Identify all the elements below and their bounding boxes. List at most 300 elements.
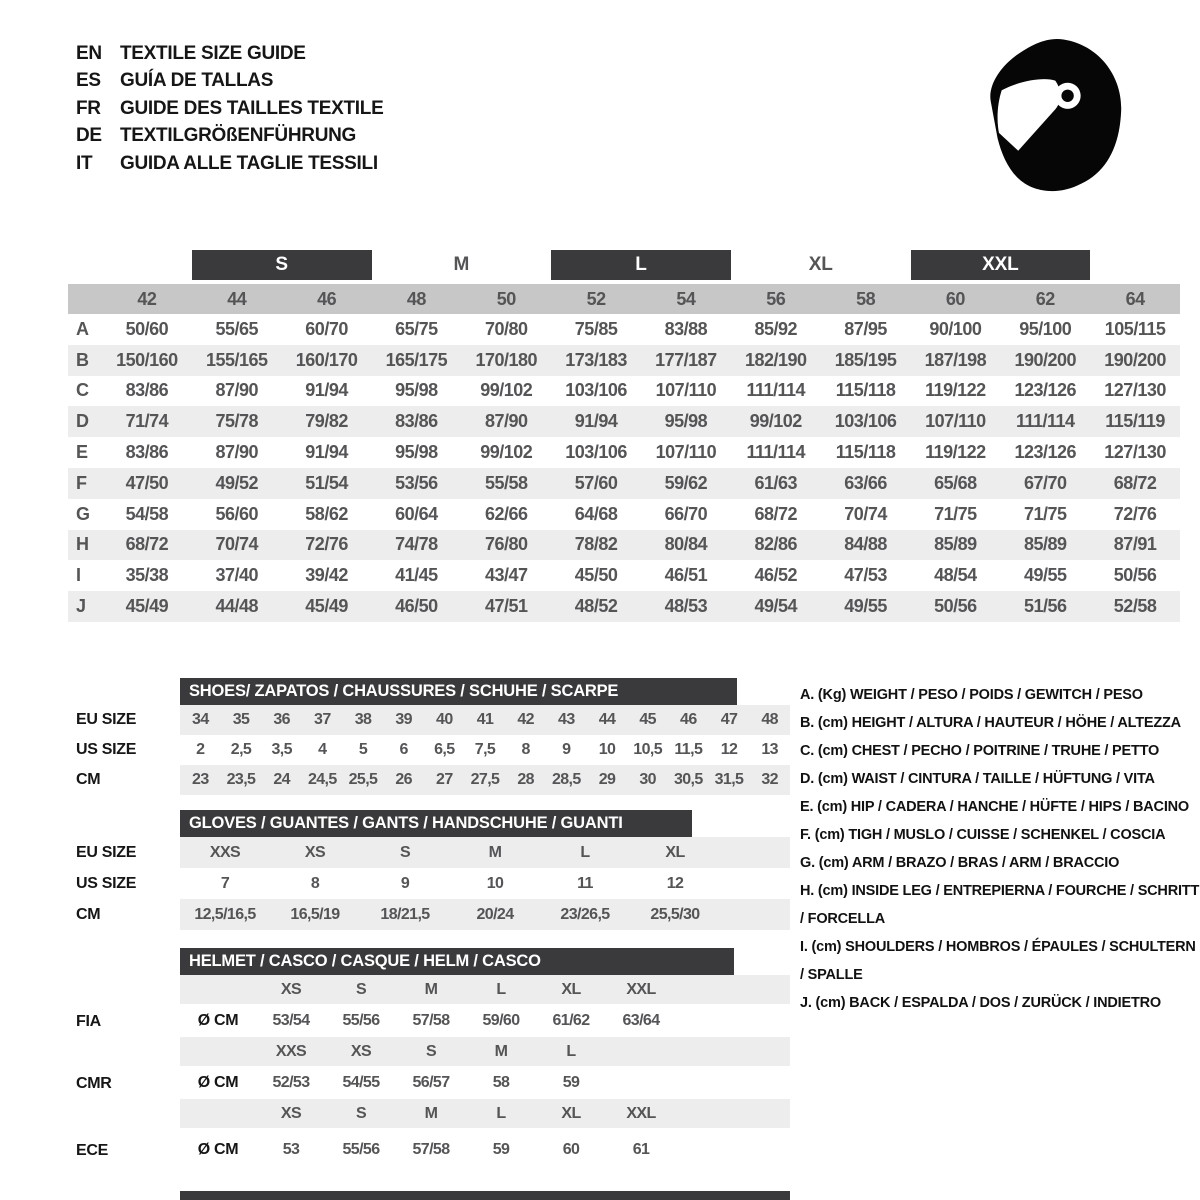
value-cell: 155/165 [205,349,268,370]
value-cell: 20/24 [476,905,514,923]
helmet-ece-sizes-row [68,1099,790,1130]
value-cell: 12,5/16,5 [194,905,256,923]
value-cell: 54/58 [125,503,169,524]
value-cell: 25,5 [348,771,378,788]
value-cell: 170/180 [475,349,538,370]
value-cell: XS [280,1104,302,1122]
value-cell: 58/62 [305,503,348,524]
value-cell: 50/56 [1113,565,1157,586]
lang-title: GUIDA ALLE TAGLIE TESSILI [120,152,378,174]
value-cell: 123/126 [1014,442,1077,463]
shoes-us-row [68,735,790,765]
value-cell: 80/84 [664,534,708,555]
helmet-title-bar: HELMET / CASCO / CASQUE / HELM / CASCO [180,948,734,975]
value-cell: 115/118 [835,442,896,463]
value-cell: 46 [317,288,337,309]
value-cell: 48 [761,711,778,728]
value-cell: 49/54 [754,596,798,617]
shoes-eu-values [180,705,790,735]
value-cell: 41 [476,711,494,728]
numeric-size-row [68,284,1180,314]
value-cell: 27 [436,771,453,788]
value-cell: 78/82 [574,534,618,555]
gloves-us-row [68,868,790,899]
value-cell: 59 [562,1073,580,1091]
value-cell: 58 [492,1073,510,1091]
value-cell: 29 [598,771,616,788]
gloves-us-label: US SIZE [76,874,137,892]
diameter-cm-unit: Ø CM [197,1140,239,1158]
value-cell: 13 [761,741,778,758]
value-cell: 91/94 [305,380,348,401]
value-cell: 185/195 [834,349,897,370]
value-cell: 50/56 [934,596,977,617]
lang-code: IT [76,152,93,174]
legend-item-c: C. (cm) CHEST / PECHO / POITRINE / TRUHE / PETTO [800,743,1160,759]
value-cell: 4 [318,741,327,758]
value-cell: 85/89 [934,534,977,555]
value-cell: 7 [220,874,230,892]
value-cell: XXS [209,843,241,861]
value-cell: M [494,1042,508,1060]
helmet-fia-values-row [68,1006,790,1037]
value-cell: 9 [562,741,571,758]
shoes-eu-label: EU SIZE [76,711,137,728]
legend-item-h: H. (cm) INSIDE LEG / ENTREPIERNA / FOURCHE / SCHRITT / FORCELLA [800,883,1200,927]
helmet-cmr-sizes-row [68,1037,790,1068]
value-cell: 41/45 [395,565,438,586]
value-cell: 72/76 [305,534,348,555]
shoes-us-values [180,735,790,765]
value-cell: 46/52 [754,565,798,586]
value-cell: S [399,843,411,861]
value-cell: XXL [626,1104,656,1122]
value-cell: 45/49 [125,596,169,617]
size-band-row [68,250,1180,280]
value-cell: 35/38 [125,565,169,586]
size-table-row [68,530,1180,561]
value-cell: 43/47 [484,565,528,586]
value-cell: 70/80 [484,318,528,339]
value-cell: 28,5 [551,771,581,788]
value-cell: 47/53 [844,565,887,586]
value-cell: S [355,1104,367,1122]
value-cell: 10,5 [633,741,663,758]
value-cell: 54 [676,288,696,309]
value-cell: 24 [273,771,290,788]
value-cell: S [355,980,367,998]
gloves-us-values [180,868,790,899]
legend-item-a: A. (Kg) WEIGHT / PESO / POIDS / GEWITCH / PESO [800,687,1143,703]
value-cell: 87/90 [215,442,259,463]
value-cell: 127/130 [1104,442,1166,463]
value-cell: 53/54 [272,1011,310,1029]
value-cell: 67/70 [1023,472,1067,493]
value-cell: 105/115 [1104,318,1166,339]
value-cell: 75/78 [215,411,259,432]
partial-section-bar [180,1191,790,1200]
value-cell: 63/64 [622,1011,660,1029]
lang-title: TEXTILGRÖßENFÜHRUNG [120,125,357,147]
value-cell: 23,5 [226,771,256,788]
value-cell: 75/85 [574,318,618,339]
value-cell: 103/106 [565,442,627,463]
value-cell: 37/40 [215,565,259,586]
value-cell: 182/190 [744,349,807,370]
value-cell: 49/52 [215,472,259,493]
value-cell: 52/53 [272,1073,310,1091]
lang-title: TEXTILE SIZE GUIDE [120,42,306,64]
value-cell: 36 [273,711,290,728]
value-cell: 25,5/30 [650,905,700,923]
size-band-m: M [453,254,470,275]
value-cell: 12 [720,741,738,758]
shoes-cm-label: CM [76,771,101,788]
value-cell: 6,5 [434,741,455,758]
value-cell: 44 [227,288,247,309]
value-cell: 42 [137,288,157,309]
value-cell: 70/74 [844,503,887,524]
row-letter: E [76,442,89,463]
value-cell: 2,5 [230,741,252,758]
shoes-section [68,678,790,795]
value-cell: 63/66 [844,472,887,493]
value-cell: 85/89 [1023,534,1067,555]
value-cell: 55/56 [342,1140,380,1158]
size-band-xxl: XXL [911,250,1091,280]
value-cell: 115/119 [1105,411,1165,432]
value-cell: 53 [282,1140,300,1158]
size-table-row [68,345,1180,376]
size-band-l: L [551,250,731,280]
value-cell: 48/53 [664,596,708,617]
value-cell: 107/110 [925,411,986,432]
row-letter: D [76,411,89,432]
measurement-legend [800,681,1200,1017]
helmet-ece-values-row [68,1135,790,1166]
value-cell: 32 [761,771,778,788]
size-table-row [68,468,1180,499]
helmet-fia-sizes-row [68,975,790,1006]
value-cell: 107/110 [655,380,717,401]
value-cell: M [488,843,502,861]
value-cell: 30,5 [673,771,703,788]
size-table-row [68,499,1180,530]
value-cell: 10 [598,741,616,758]
lang-row-en [76,40,383,68]
value-cell: 123/126 [1014,380,1077,401]
helmet-cmr-sizes [180,1037,790,1066]
value-cell: 42 [517,711,534,728]
value-cell: 53/56 [395,472,438,493]
helmet-section [68,948,790,1166]
value-cell: 57/58 [412,1140,450,1158]
legend-item-j: J. (cm) BACK / ESPALDA / DOS / ZURÜCK / INDIETRO [800,995,1161,1011]
value-cell: 83/86 [125,442,169,463]
value-cell: 62 [1035,288,1055,309]
lang-title: GUÍA DE TALLAS [120,70,274,92]
gloves-title-bar: GLOVES / GUANTES / GANTS / HANDSCHUHE / GUANTI [180,810,692,837]
language-title-block [76,40,383,178]
value-cell: 23/26,5 [560,905,610,923]
value-cell: 6 [399,741,408,758]
value-cell: 30 [639,771,656,788]
value-cell: 187/198 [924,349,987,370]
value-cell: 56/57 [412,1073,450,1091]
value-cell: XXS [275,1042,307,1060]
value-cell: 190/200 [1014,349,1077,370]
value-cell: 103/106 [834,411,897,432]
value-cell: 70/74 [215,534,259,555]
value-cell: 49/55 [1023,565,1067,586]
value-cell: 52 [586,288,606,309]
helmet-ece-values [180,1135,790,1164]
value-cell: 51/54 [305,472,348,493]
size-table-row [68,376,1180,407]
value-cell: 10 [486,874,504,892]
value-cell: 99/102 [749,411,802,432]
gloves-eu-values [180,837,790,868]
value-cell: 127/130 [1104,380,1166,401]
value-cell: 62/66 [484,503,528,524]
value-cell: 55/65 [215,318,259,339]
shoes-cm-values [180,765,790,795]
value-cell: 72/76 [1113,503,1157,524]
helmet-fia-sizes [180,975,790,1004]
row-letter: C [76,380,89,401]
value-cell: 68/72 [125,534,169,555]
value-cell: 55/58 [484,472,528,493]
value-cell: 48/54 [934,565,977,586]
value-cell: 8 [310,874,320,892]
main-table-rows [68,314,1180,622]
value-cell: 87/91 [1113,534,1157,555]
shoes-title-bar: SHOES/ ZAPATOS / CHAUSSURES / SCHUHE / SCARPE [180,678,737,705]
value-cell: 61/62 [552,1011,590,1029]
value-cell: 64 [1125,288,1145,309]
value-cell: 27,5 [470,771,500,788]
lang-title: GUIDE DES TAILLES TEXTILE [120,97,384,119]
helmet-fia-values [180,1006,790,1035]
value-cell: 47/50 [125,472,169,493]
value-cell: 60/64 [395,503,438,524]
value-cell: 35 [232,711,250,728]
gloves-eu-label: EU SIZE [76,843,137,861]
value-cell: XL [561,1104,581,1122]
value-cell: M [424,1104,438,1122]
size-table-row [68,591,1180,622]
legend-item-i: I. (cm) SHOULDERS / HOMBROS / ÉPAULES / SCHULTERN / SPALLE [800,939,1196,983]
helmet-cmr-values [180,1068,790,1097]
value-cell: 54/55 [342,1073,380,1091]
row-letter: H [76,534,89,555]
value-cell: XXL [626,980,656,998]
gloves-section [68,810,790,930]
row-letter: B [76,349,89,370]
value-cell: 79/82 [305,411,348,432]
value-cell: M [424,980,438,998]
value-cell: 28 [517,771,534,788]
legend-item-b: B. (cm) HEIGHT / ALTURA / HAUTEUR / HÖHE / ALTEZZA [800,715,1181,731]
size-table-row [68,406,1180,437]
value-cell: 60 [562,1140,580,1158]
value-cell: 49/55 [844,596,887,617]
lang-row-de [76,123,383,151]
helmet-cmr-label: CMR [76,1074,112,1092]
value-cell: 38 [354,711,372,728]
value-cell: XS [350,1042,372,1060]
lang-row-es [76,68,383,96]
value-cell: 83/88 [664,318,708,339]
value-cell: 47/51 [484,596,528,617]
value-cell: 45/49 [305,596,348,617]
value-cell: 74/78 [395,534,438,555]
row-letter: F [76,472,87,493]
value-cell: 50/60 [125,318,169,339]
value-cell: 44/48 [215,596,259,617]
empty-label [68,1099,180,1130]
value-cell: 56 [766,288,786,309]
value-cell: 87/95 [844,318,887,339]
value-cell: 87/90 [484,411,528,432]
value-cell: 2 [196,741,205,758]
value-cell: 11,5 [674,741,703,758]
value-cell: 87/90 [215,380,259,401]
value-cell: 95/100 [1019,318,1072,339]
value-cell: 40 [436,711,453,728]
gloves-eu-row [68,837,790,868]
size-band-s: S [192,250,372,280]
helmet-ece-label: ECE [76,1141,108,1159]
helmet-fia-label: FIA [76,1012,101,1030]
lang-code: DE [76,125,102,147]
value-cell: 82/86 [754,534,798,555]
legend-item-e: E. (cm) HIP / CADERA / HANCHE / HÜFTE / HIPS / BACINO [800,799,1189,815]
diameter-cm-unit: Ø CM [197,1011,239,1029]
value-cell: 84/88 [844,534,887,555]
lang-code: EN [76,42,102,64]
value-cell: 59/60 [482,1011,520,1029]
value-cell: L [566,1042,576,1060]
value-cell: 9 [400,874,410,892]
value-cell: 12 [666,874,684,892]
value-cell: 26 [395,771,412,788]
value-cell: 115/118 [835,380,896,401]
value-cell: 177/187 [655,349,717,370]
value-cell: 48 [406,288,426,309]
value-cell: 90/100 [929,318,982,339]
shoes-eu-row [68,705,790,735]
empty-label [68,975,180,1006]
value-cell: 44 [598,711,616,728]
value-cell: XL [665,843,685,861]
lang-row-fr [76,95,383,123]
value-cell: 68/72 [754,503,798,524]
value-cell: 8 [521,741,530,758]
legend-item-f: F. (cm) TIGH / MUSLO / CUISSE / SCHENKEL / COSCIA [800,827,1166,843]
value-cell: 37 [314,711,331,728]
value-cell: 190/200 [1104,349,1166,370]
lang-code: FR [76,97,101,119]
size-table-row [68,314,1180,345]
value-cell: 165/175 [385,349,448,370]
shoes-cm-row [68,765,790,795]
value-cell: 48/52 [574,596,618,617]
value-cell: 76/80 [484,534,528,555]
value-cell: 111/114 [746,442,806,463]
row-letter: J [76,596,87,617]
value-cell: 71/74 [125,411,169,432]
row-letter: G [76,503,91,524]
lang-row-it [76,150,383,178]
value-cell: 83/86 [395,411,438,432]
value-cell: 34 [192,711,209,728]
racing-helmet-icon [982,34,1134,196]
shoes-us-label: US SIZE [76,741,137,758]
value-cell: 59/62 [664,472,708,493]
value-cell: 95/98 [664,411,708,432]
value-cell: 43 [558,711,575,728]
value-cell: 60/70 [305,318,348,339]
value-cell: 85/92 [754,318,798,339]
row-letter: I [76,565,82,586]
gloves-cm-row [68,899,790,930]
value-cell: 23 [192,771,209,788]
value-cell: 7,5 [474,741,496,758]
value-cell: 57/60 [574,472,618,493]
value-cell: 5 [358,741,368,758]
value-cell: 61/63 [754,472,798,493]
size-table-row [68,437,1180,468]
value-cell: 173/183 [565,349,627,370]
value-cell: 57/58 [412,1011,450,1029]
helmet-cmr-values-row [68,1068,790,1099]
value-cell: 71/75 [1023,503,1067,524]
value-cell: 39/42 [305,565,348,586]
helmet-ece-sizes [180,1099,790,1128]
value-cell: 18/21,5 [380,905,430,923]
value-cell: 83/86 [125,380,169,401]
value-cell: 50 [496,288,516,309]
value-cell: 24,5 [307,771,337,788]
diameter-cm-unit: Ø CM [197,1073,239,1091]
value-cell: 119/122 [925,442,986,463]
value-cell: 68/72 [1113,472,1157,493]
value-cell: 111/114 [746,380,806,401]
size-band-xl: XL [808,254,833,275]
value-cell: XL [561,980,581,998]
value-cell: 65/68 [934,472,977,493]
value-cell: S [425,1042,437,1060]
value-cell: 66/70 [664,503,708,524]
value-cell: 95/98 [395,380,438,401]
value-cell: 60 [945,288,965,309]
value-cell: 91/94 [574,411,618,432]
value-cell: 11 [577,874,593,892]
value-cell: 95/98 [395,442,438,463]
value-cell: 52/58 [1113,596,1157,617]
value-cell: 119/122 [925,380,986,401]
row-letter: A [76,318,89,339]
value-cell: 46 [680,711,697,728]
value-cell: L [496,980,506,998]
value-cell: 107/110 [655,442,717,463]
value-cell: L [580,843,590,861]
value-cell: 150/160 [116,349,178,370]
value-cell: 99/102 [480,380,533,401]
main-size-table [68,250,1180,622]
value-cell: 103/106 [565,380,627,401]
